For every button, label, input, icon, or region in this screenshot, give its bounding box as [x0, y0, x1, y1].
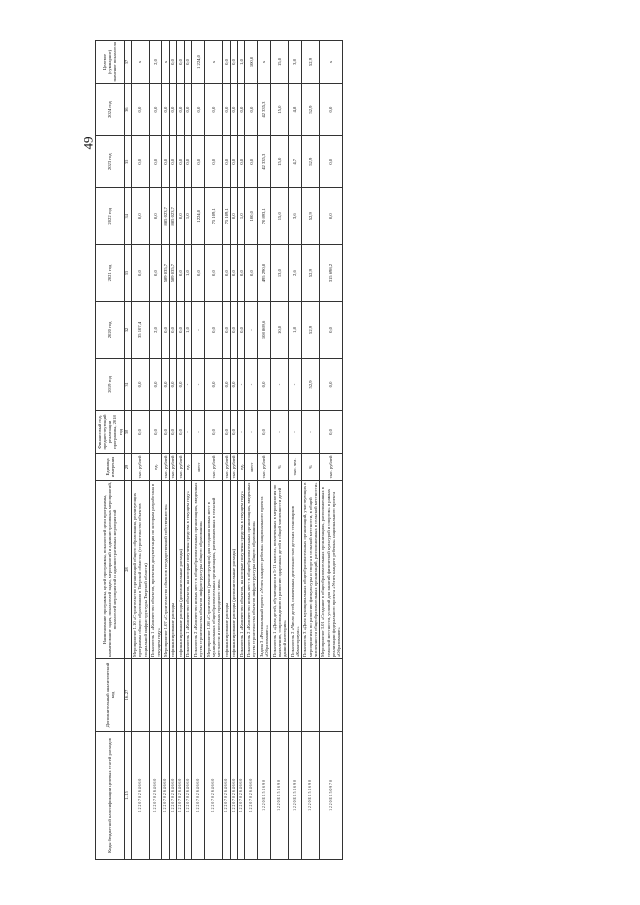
- unit-cell: ед.: [149, 454, 162, 481]
- table-row: [169, 41, 176, 860]
- table-row: [131, 41, 149, 860]
- target-cell: 52,9: [301, 41, 319, 84]
- unit-cell: %: [270, 454, 288, 481]
- year-value-cell: -: [192, 302, 205, 359]
- extra-code-cell: [192, 659, 205, 732]
- code-cell: 1 2 2 0 7 0 2 S 4 6 6 0: [237, 732, 244, 860]
- year-value-cell: 75 109,1: [223, 188, 230, 245]
- extra-code-cell: [184, 659, 191, 732]
- year-value-cell: 15,0: [270, 84, 288, 136]
- code-cell: 1 2 2 0 7 0 2 S 4 6 6 0: [223, 732, 230, 860]
- col-num: 16–27: [124, 659, 131, 732]
- unit-cell: тыс. рублей: [169, 454, 176, 481]
- code-cell: 1 2 2 0 7 0 2 S 4 6 6 0: [131, 732, 149, 860]
- fin-cell: 0,0: [223, 411, 230, 454]
- fin-cell: -: [245, 411, 258, 454]
- year-value-cell: -: [184, 358, 191, 410]
- year-value-cell: 0,0: [205, 245, 223, 302]
- year-value-cell: 1,0: [184, 245, 191, 302]
- year-value-cell: 0,0: [184, 84, 191, 136]
- year-value-cell: 0,0: [131, 245, 149, 302]
- table-row: [288, 41, 301, 860]
- fin-cell: -: [237, 411, 244, 454]
- target-header: Целевое (суммарное) значение показателя: [96, 41, 125, 84]
- table-row: [149, 41, 162, 860]
- table-row: [230, 41, 237, 860]
- year-value-cell: 589 035,7: [162, 245, 169, 302]
- target-cell: 100,0: [245, 41, 258, 84]
- target-cell: 1,0: [237, 41, 244, 84]
- table-row: [301, 41, 319, 860]
- year-value-cell: 1,0: [184, 188, 191, 245]
- fin-cell: -: [184, 411, 191, 454]
- year-value-cell: 0,0: [177, 188, 184, 245]
- unit-cell: тыс. рублей: [205, 454, 223, 481]
- year-value-cell: 0,0: [192, 136, 205, 188]
- year-value-cell: 0,0: [223, 245, 230, 302]
- unit-cell: тыс. рублей: [258, 454, 271, 481]
- target-cell: 0,0: [169, 41, 176, 84]
- fin-cell: 0,0: [131, 411, 149, 454]
- year-value-cell: 0,0: [230, 245, 237, 302]
- code-cell: 1 2 2 0 7 0 2 S 4 6 6 0: [169, 732, 176, 860]
- year-value-cell: 0,0: [162, 358, 169, 410]
- extra-code-cell: [288, 659, 301, 732]
- fin-cell: 0,0: [230, 411, 237, 454]
- table-row: [205, 41, 223, 860]
- unit-cell: ед.: [184, 454, 191, 481]
- year-value-cell: 10,0: [270, 302, 288, 359]
- unit-cell: тыс. рублей: [162, 454, 169, 481]
- target-cell: 0,0: [223, 41, 230, 84]
- target-cell: х: [205, 41, 223, 84]
- year-value-cell: 15,0: [270, 188, 288, 245]
- year-value-cell: 0,0: [223, 302, 230, 359]
- name-cell: Мероприятие 1.10 «Строительство организаций общего образования, реализующих программы общего образования в Тверской области» (строительство объектов социальной инфраструктуры Тверской области): [131, 481, 149, 659]
- name-cell: Показатель 1 «Количество объектов, проектная документация по которым разработана в текущем году»: [149, 481, 162, 659]
- name-cell: Показатель 2 «Количество новых мест в общеобразовательных организациях, введенных путем строительства объектов инфраструктуры общего образования»: [245, 481, 258, 659]
- extra-code-cell: [149, 659, 162, 732]
- year-value-cell: 0,0: [162, 302, 169, 359]
- year-value-cell: 3,6: [288, 188, 301, 245]
- y2021-header: 2021 год: [96, 245, 125, 302]
- fin-cell: -: [270, 411, 288, 454]
- col-num: 37: [124, 41, 131, 84]
- col-num: 28: [124, 481, 131, 659]
- year-value-cell: 52,9: [301, 302, 319, 359]
- code-cell: 1 2 2 0 7 0 2 S 4 6 6 0: [205, 732, 223, 860]
- name-cell: Показатель 1 «Доля детей, обучающихся в 5-11 классах, вовлеченных в мероприятия по выявлению, сопровождению и развитию одаренных детей в общей численности детей данной категории»: [270, 481, 288, 659]
- name-cell: Задача 3 «Региональный проект «Успех каждого ребенка» национального проекта «Образование»»: [258, 481, 271, 659]
- year-value-cell: 0,0: [230, 84, 237, 136]
- col-num: 31: [124, 358, 131, 410]
- year-value-cell: 495 290,8: [258, 245, 271, 302]
- code-cell: 1 2 2 0 Е 1 5 0 9 7 0: [319, 732, 342, 860]
- year-value-cell: 0,0: [177, 136, 184, 188]
- year-value-cell: 0,0: [319, 358, 342, 410]
- unit-cell: мест: [245, 454, 258, 481]
- year-value-cell: 0,0: [319, 188, 342, 245]
- year-value-cell: 0,0: [149, 358, 162, 410]
- year-value-cell: 70 893,1: [258, 188, 271, 245]
- year-value-cell: 108 869,6: [258, 302, 271, 359]
- col-num: 29: [124, 454, 131, 481]
- table-row: [192, 41, 205, 860]
- year-value-cell: 75 109,1: [205, 188, 223, 245]
- name-cell: Показатель 1 «Количество объектов, на которые получены средства в текущем году»: [184, 481, 191, 659]
- year-value-cell: 2,6: [288, 245, 301, 302]
- name-cell: софинансирование расходы: [223, 481, 230, 659]
- year-value-cell: 0,0: [230, 188, 237, 245]
- year-value-cell: 0,0: [245, 245, 258, 302]
- fin-cell: 0,0: [169, 411, 176, 454]
- year-value-cell: 0,0: [192, 84, 205, 136]
- unit-cell: тыс. рублей: [319, 454, 342, 481]
- year-value-cell: 0,0: [177, 84, 184, 136]
- year-value-cell: 1,0: [237, 188, 244, 245]
- year-value-cell: 52,9: [301, 358, 319, 410]
- year-value-cell: -: [192, 358, 205, 410]
- year-value-cell: -: [237, 358, 244, 410]
- extra-code-cell: [205, 659, 223, 732]
- unit-cell: тыс. рублей: [230, 454, 237, 481]
- year-value-cell: 0,0: [319, 136, 342, 188]
- rotated-table-container: [95, 40, 615, 860]
- fin-cell: 0,0: [149, 411, 162, 454]
- col-num: 1–15: [124, 732, 131, 860]
- year-value-cell: 589 035,7: [169, 245, 176, 302]
- page-number: 49: [80, 136, 96, 150]
- year-value-cell: -: [245, 302, 258, 359]
- year-value-cell: 0,0: [192, 245, 205, 302]
- code-cell: 1 2 2 0 7 0 2 S 4 6 6 0: [245, 732, 258, 860]
- year-value-cell: -: [245, 358, 258, 410]
- table-row: [223, 41, 230, 860]
- year-value-cell: 0,0: [319, 302, 342, 359]
- y2024-header: 2024 год: [96, 84, 125, 136]
- extra-code-cell: [230, 659, 237, 732]
- year-value-cell: 0,0: [177, 245, 184, 302]
- year-value-cell: 0,0: [223, 358, 230, 410]
- year-value-cell: -: [270, 358, 288, 410]
- table-row: [245, 41, 258, 860]
- year-value-cell: 52,9: [301, 84, 319, 136]
- target-cell: х: [319, 41, 342, 84]
- name-cell: Показатель 1 «Количество объектов, на которые получены средства в текущем году»: [237, 481, 244, 659]
- year-value-cell: 0,0: [223, 84, 230, 136]
- table-row: [177, 41, 184, 860]
- fin-cell: -: [301, 411, 319, 454]
- year-value-cell: 42 335,3: [258, 84, 271, 136]
- unit-cell: тыс. рублей: [131, 454, 149, 481]
- code-cell: 1 2 2 0 Е 1 5 1 6 9 0: [258, 732, 271, 860]
- target-cell: 0,0: [230, 41, 237, 84]
- year-value-cell: 0,0: [237, 302, 244, 359]
- year-value-cell: 4,8: [288, 84, 301, 136]
- year-value-cell: 0,0: [205, 358, 223, 410]
- target-cell: 2,0: [149, 41, 162, 84]
- year-value-cell: 0,0: [237, 136, 244, 188]
- name-cell: Мероприятие 3.01 «Создание в общеобразовательных организациях, расположенных в сельской местности, условий для занятий физической культурой и спортом» в рамках реализации федерального проекта «Успех каждого ребенка» национального проекта «Образование»: [319, 481, 342, 659]
- year-value-cell: 52,9: [301, 188, 319, 245]
- name-cell: Мероприятие 1.07 «Строительство объектов государственной собственности»: [162, 481, 169, 659]
- table-row: [270, 41, 288, 860]
- target-cell: 15,0: [270, 41, 288, 84]
- program-table: [95, 40, 343, 860]
- year-value-cell: 13,0: [270, 245, 288, 302]
- year-value-cell: 0,0: [237, 84, 244, 136]
- year-value-cell: 52,9: [301, 245, 319, 302]
- year-value-cell: 0,0: [169, 84, 176, 136]
- year-value-cell: 1224,0: [192, 188, 205, 245]
- year-value-cell: 1,8: [288, 302, 301, 359]
- year-value-cell: 35 107,4: [131, 302, 149, 359]
- year-value-cell: 0,0: [230, 358, 237, 410]
- code-cell: 1 2 2 0 7 0 2 S 4 6 6 0: [162, 732, 169, 860]
- unit-cell: тыс. чел.: [288, 454, 301, 481]
- col-num: 35: [124, 136, 131, 188]
- y2022-header: 2022 год: [96, 188, 125, 245]
- name-cell: Показатель 3 «Доля муниципальных общеобразовательных организаций, участвующих в мероприятиях по развитию физкультуры и спорта в сельской местности, в общей численности общеобразовательных организаций, расположенных в сельской местности»: [302, 482, 318, 657]
- name-cell: софинансирование расходы: [169, 481, 176, 659]
- table-row: [184, 41, 191, 860]
- fin-cell: -: [192, 411, 205, 454]
- extra-code-cell: [131, 659, 149, 732]
- y2019-header: 2019 год: [96, 358, 125, 410]
- year-value-cell: 0,0: [131, 136, 149, 188]
- unit-cell: %: [301, 454, 319, 481]
- year-value-cell: 0,0: [149, 245, 162, 302]
- table-row: [237, 41, 244, 860]
- year-value-cell: 0,0: [184, 136, 191, 188]
- code-cell: 1 2 2 0 Е 1 5 1 6 9 0: [270, 732, 288, 860]
- year-value-cell: 0,0: [177, 358, 184, 410]
- year-value-cell: 0,0: [319, 84, 342, 136]
- year-value-cell: 315 698,2: [319, 245, 342, 302]
- target-cell: 1 224,0: [192, 41, 205, 84]
- year-value-cell: 0,0: [162, 136, 169, 188]
- extra-code-cell: [237, 659, 244, 732]
- y2023-header: 2023 год: [96, 136, 125, 188]
- extra-code-cell: [319, 659, 342, 732]
- year-value-cell: 0,0: [149, 84, 162, 136]
- code-cell: 1 2 2 0 7 0 2 S 4 6 6 0: [177, 732, 184, 860]
- extra-code-cell: [258, 659, 271, 732]
- year-value-cell: 100,0: [245, 188, 258, 245]
- col-num: 34: [124, 188, 131, 245]
- year-value-cell: 52,9: [301, 136, 319, 188]
- target-cell: 0,0: [177, 41, 184, 84]
- code-cell: 1 2 2 0 7 0 2 S 4 6 6 0: [230, 732, 237, 860]
- fin-cell: -: [288, 411, 301, 454]
- extra-code-cell: [162, 659, 169, 732]
- table-row: [162, 41, 169, 860]
- code-cell: 1 2 2 0 7 0 2 S 4 6 6 0: [184, 732, 191, 860]
- name-cell: Показатель 2 «Число детей, охваченных деятельностью детских технопарков «Кванториум»»: [288, 481, 301, 659]
- name-cell: софинансирование расходы (дополнительные расходы): [230, 481, 237, 659]
- year-value-cell: 0,0: [169, 302, 176, 359]
- year-value-cell: 42 335,3: [258, 136, 271, 188]
- extra-code-cell: [223, 659, 230, 732]
- year-value-cell: 0,0: [177, 302, 184, 359]
- fin-cell: 0,0: [205, 411, 223, 454]
- year-value-cell: 4,7: [288, 136, 301, 188]
- year-value-cell: 2,0: [149, 302, 162, 359]
- year-value-cell: 0,0: [205, 136, 223, 188]
- unit-cell: ед.: [237, 454, 244, 481]
- fin-cell: 0,0: [162, 411, 169, 454]
- year-value-cell: 1,0: [184, 302, 191, 359]
- col-num: 36: [124, 84, 131, 136]
- col-num: 33: [124, 245, 131, 302]
- extra-code-cell: [301, 659, 319, 732]
- target-cell: 3,8: [288, 41, 301, 84]
- year-value-cell: 0,0: [230, 136, 237, 188]
- year-value-cell: 0,0: [205, 302, 223, 359]
- extra-code-cell: [169, 659, 176, 732]
- extra-code-cell: [245, 659, 258, 732]
- unit-cell: тыс. рублей: [223, 454, 230, 481]
- extra-code-cell: [270, 659, 288, 732]
- code-cell: 1 2 2 0 Е 1 5 1 6 9 0: [301, 732, 319, 860]
- name-header: Наименование программы, целей программы, показателей цели программы, наименование задач, показателей задач, мероприятий и административных мероприятий, показателей мероприятий и административных мероприятий: [96, 481, 125, 659]
- col-num: 30: [124, 411, 131, 454]
- year-value-cell: 0,0: [258, 358, 271, 410]
- name-cell: Мероприятие 1.08 «Строительство (реконструкция) для создания новых мест в муниципальных общеобразовательных организациях, расположенных в сельской местности и поселках городского типа»: [205, 481, 223, 659]
- unit-cell: тыс. рублей: [177, 454, 184, 481]
- target-cell: 0,0: [184, 41, 191, 84]
- code-cell: 1 2 2 0 7 0 2 S 4 6 6 0: [192, 732, 205, 860]
- fin-cell: 0,0: [177, 411, 184, 454]
- name-cell: софинансирование расходы (дополнительные расходы): [177, 481, 184, 659]
- table-row: [319, 41, 342, 860]
- unit-cell: мест: [192, 454, 205, 481]
- year-value-cell: 0,0: [149, 136, 162, 188]
- fin-cell: 0,0: [319, 411, 342, 454]
- year-value-cell: 0,0: [169, 136, 176, 188]
- year-value-cell: 0,0: [230, 302, 237, 359]
- year-value-cell: 0,0: [131, 84, 149, 136]
- year-value-cell: 885 023,7: [169, 188, 176, 245]
- extra-code-cell: [177, 659, 184, 732]
- fin-header: Финансовый год, предшествующий реализации программы, 2018 год: [96, 411, 125, 454]
- name-cell: Показатель 2 «Количество новых мест в общеобразовательных организациях, введенных путем строительства объектов инфраструктуры общего образования»: [192, 481, 205, 659]
- extra-codes-header: Дополнительный аналитический код: [96, 659, 125, 732]
- year-value-cell: 0,0: [149, 188, 162, 245]
- codes-header: Коды бюджетной классификации целевых статей расходов: [96, 732, 125, 860]
- year-value-cell: 885 023,7: [162, 188, 169, 245]
- target-cell: х: [162, 41, 169, 84]
- year-value-cell: 0,0: [245, 84, 258, 136]
- fin-cell: 0,0: [258, 411, 271, 454]
- year-value-cell: 15,0: [270, 136, 288, 188]
- table-row: [258, 41, 271, 860]
- unit-header: Единица измерения: [96, 454, 125, 481]
- target-cell: х: [258, 41, 271, 84]
- col-num: 32: [124, 302, 131, 359]
- target-cell: х: [131, 41, 149, 84]
- year-value-cell: 0,0: [131, 358, 149, 410]
- code-cell: 1 2 2 0 7 0 2 S 4 6 6 0: [149, 732, 162, 860]
- year-value-cell: 0,0: [169, 358, 176, 410]
- year-value-cell: 0,0: [205, 84, 223, 136]
- year-value-cell: -: [288, 358, 301, 410]
- year-value-cell: 0,0: [162, 84, 169, 136]
- year-value-cell: 0,0: [245, 136, 258, 188]
- y2020-header: 2020 год: [96, 302, 125, 359]
- code-cell: 1 2 2 0 Е 1 5 1 6 9 0: [288, 732, 301, 860]
- year-value-cell: 0,0: [237, 245, 244, 302]
- year-value-cell: 0,0: [131, 188, 149, 245]
- year-value-cell: 0,0: [223, 136, 230, 188]
